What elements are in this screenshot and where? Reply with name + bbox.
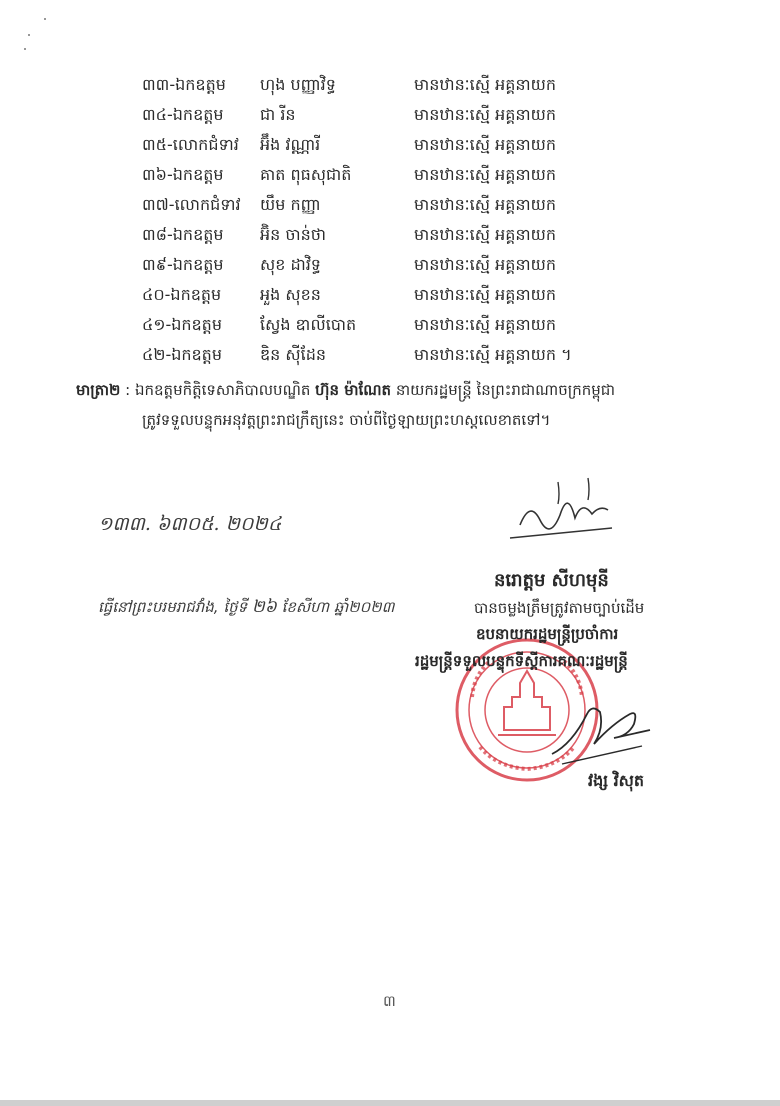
item-role: មានឋានៈស្មើ អគ្គនាយក — [414, 195, 556, 214]
minister-name: វង្ស វិសុត — [588, 771, 645, 790]
item-name: អ៊ឹង វណ្ណារី — [260, 135, 321, 154]
date-day: ២៦ — [251, 597, 277, 617]
item-name: យឹម កញ្ញា — [260, 195, 321, 214]
item-number: ៣៨-ឯកឧត្តម — [142, 225, 224, 244]
article-text: : ឯកឧត្តមកិត្តិទេសាភិបាលបណ្ឌិត — [120, 381, 316, 399]
item-role: មានឋានៈស្មើ អគ្គនាយក — [414, 75, 556, 94]
item-number: ៤០-ឯកឧត្តម — [142, 285, 222, 304]
page-number: ៣ — [383, 992, 396, 1010]
scan-speck — [44, 18, 46, 20]
item-name: ឌិន ស៊ីដែន — [260, 345, 327, 364]
item-name: ស្វែង ឧាលីបោត — [260, 315, 357, 334]
item-role: មានឋានៈស្មើ អគ្គនាយក — [414, 135, 556, 154]
item-number: ៣៩-ឯកឧត្តម — [142, 255, 224, 274]
minister-title: រដ្ឋមន្ត្រីទទួលបន្ទុកទីស្តីការគណៈរដ្ឋមន្ត្រី — [415, 652, 628, 670]
item-name: អួង សុខន — [260, 285, 321, 304]
item-name: អ៊ិន ចាន់ថា — [260, 225, 327, 244]
scan-speck — [28, 34, 30, 36]
item-role: មានឋានៈស្មើ អគ្គនាយក — [414, 255, 556, 274]
date-line — [98, 596, 394, 621]
item-role: មានឋានៈស្មើ អគ្គនាយក — [414, 225, 556, 244]
item-number: ៣៣-ឯកឧត្តម — [142, 75, 226, 94]
article-2 — [76, 375, 736, 435]
item-role: មានឋានៈស្មើ អគ្គនាយក — [414, 315, 556, 334]
deputy-pm-title: ឧបនាយករដ្ឋមន្ត្រីប្រចាំការ — [476, 625, 619, 643]
minister-signature — [542, 684, 662, 774]
item-name: គាត ពុធសុជាតិ — [260, 165, 352, 184]
royal-signature — [500, 470, 620, 550]
scan-edge — [0, 1100, 780, 1106]
item-number: ៤២-ឯកឧត្តម — [142, 345, 222, 364]
date-prefix: ធ្វើនៅព្រះបរមរាជវាំង, ថ្ងៃទី — [98, 598, 252, 616]
item-name: ហុង បញ្ញាវិទ្ធ — [260, 75, 336, 94]
article-label: មាត្រា២ — [76, 381, 121, 399]
item-name: សុខ ដាវិទ្ធ — [260, 255, 321, 274]
item-role: មានឋានៈស្មើ អគ្គនាយក — [414, 285, 556, 304]
signatory-title: នរោត្តម សីហមុនី — [494, 570, 609, 591]
article-text-after: នាយករដ្ឋមន្ត្រី នៃព្រះរាជាណាចក្រកម្ពុជា — [391, 381, 616, 399]
item-number: ៤១-ឯកឧត្តម — [142, 315, 222, 334]
item-name: ជា រីន — [260, 105, 296, 124]
item-number: ៣៤-ឯកឧត្តម — [142, 105, 224, 124]
date-suffix: ខែសីហា ឆ្នាំ២០២៣ — [276, 598, 395, 616]
scan-speck — [24, 48, 26, 50]
item-number: ៣៦-ឯកឧត្តម — [142, 165, 224, 184]
article-bold-name: ហ៊ុន ម៉ាណែត — [315, 381, 392, 399]
item-number: ៣៧-លោកជំទាវ — [142, 195, 241, 214]
item-number: ៣៥-លោកជំទាវ — [142, 135, 239, 154]
article-line-2: ត្រូវទទួលបន្ទុកអនុវត្តព្រះរាជក្រឹត្យនេះ ចាប់ពីថ្ងៃឡាយព្រះហស្តលេខាតទៅ។ — [142, 411, 551, 429]
certified-copy-note: បានចម្លងត្រឹមត្រូវតាមច្បាប់ដើម — [474, 599, 645, 617]
item-role: មានឋានៈស្មើ អគ្គនាយក — [414, 165, 556, 184]
item-role: មានឋានៈស្មើ អគ្គនាយក — [414, 105, 556, 124]
item-role: មានឋានៈស្មើ អគ្គនាយក ។ — [414, 345, 572, 364]
handwritten-reference: ១៣៣. ៦៣០៥. ២០២៤ — [98, 513, 282, 535]
